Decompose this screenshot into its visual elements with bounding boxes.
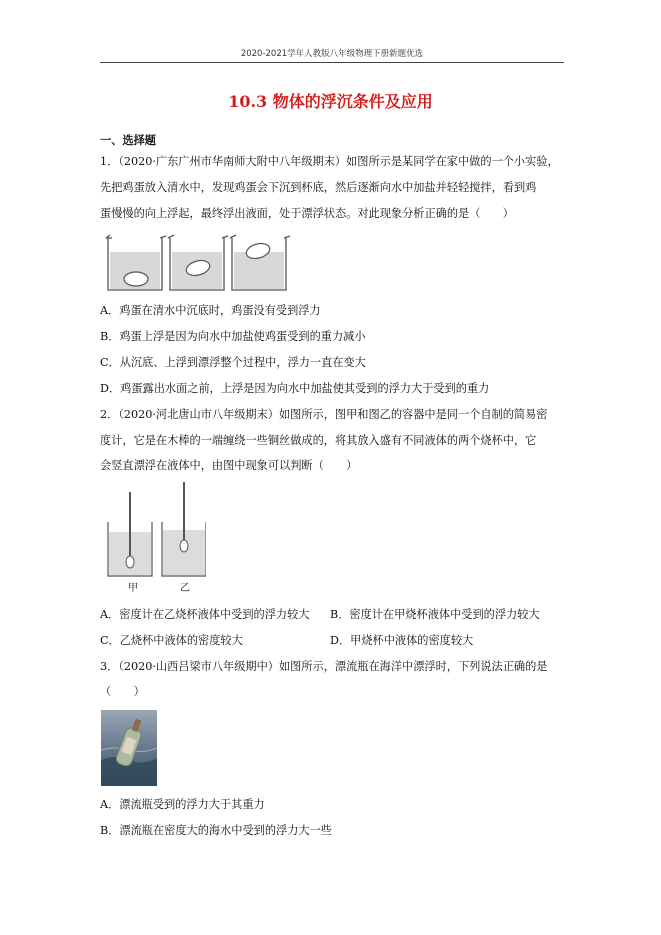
document-title: 10.3 物体的浮沉条件及应用 — [228, 92, 433, 111]
q3-stem-line-2: （ ） — [100, 685, 145, 698]
q2-option-b: B．密度计在甲烧杯液体中受到的浮力较大 — [330, 608, 540, 621]
bottle-shape — [115, 717, 146, 768]
q2-hydrometer-figure — [106, 480, 206, 580]
q2-stem-line-3: 会竖直漂浮在液体中，由图中现象可以判断（ ） — [100, 459, 358, 472]
floating-bottle-image — [101, 710, 157, 786]
q1-option-d: D．鸡蛋露出水面之前，上浮是因为向水中加盐使其受到的浮力大于受到的重力 — [100, 382, 490, 395]
q3-option-b: B．漂流瓶在密度大的海水中受到的浮力大一些 — [100, 824, 332, 837]
q1-beaker-figure — [104, 232, 294, 294]
fig-label-yi: 乙 — [180, 583, 190, 594]
q2-option-a: A．密度计在乙烧杯液体中受到的浮力较大 — [100, 608, 310, 621]
q3-stem-line-1: 3．（2020·山西吕梁市八年级期中）如图所示，漂流瓶在海洋中漂浮时，下列说法正确的是 — [100, 660, 548, 673]
q1-option-c: C．从沉底、上浮到漂浮整个过程中，浮力一直在变大 — [100, 356, 366, 369]
fig-label-jia: 甲 — [128, 583, 138, 594]
q1-stem-line-3: 蛋慢慢的向上浮起，最终浮出液面，处于漂浮状态。对此现象分析正确的是（ ） — [100, 207, 514, 220]
q1-option-b: B．鸡蛋上浮是因为向水中加盐使鸡蛋受到的重力减小 — [100, 330, 366, 343]
page-header: 2020-2021学年人教版八年级物理下册新题优选 — [240, 49, 424, 59]
q2-stem-line-1: 2．（2020·河北唐山市八年级期末）如图所示，图甲和图乙的容器中是同一个自制的简易密 — [100, 408, 548, 421]
q2-stem-line-2: 度计，它是在木棒的一端缠绕一些铜丝做成的，将其放入盛有不同液体的两个烧杯中，它 — [100, 434, 537, 447]
egg-1 — [124, 272, 148, 286]
bottle-photo — [101, 710, 157, 786]
q1-stem-line-1: 1．（2020·广东广州市华南师大附中八年级期末）如图所示是某同学在家中做的一个小实验， — [100, 155, 559, 168]
q2-option-c: C．乙烧杯中液体的密度较大 — [100, 634, 243, 647]
section-heading: 一、选择题 — [100, 133, 156, 147]
q3-option-a: A．漂流瓶受到的浮力大于其重力 — [100, 798, 265, 811]
q1-option-a: A．鸡蛋在清水中沉底时，鸡蛋没有受到浮力 — [100, 304, 321, 317]
header-rule — [100, 62, 564, 63]
q2-option-d: D．甲烧杯中液体的密度较大 — [330, 634, 474, 647]
q1-stem-line-2: 先把鸡蛋放入清水中，发现鸡蛋会下沉到杯底，然后逐渐向水中加盐并轻轻搅拌，看到鸡 — [100, 181, 537, 194]
